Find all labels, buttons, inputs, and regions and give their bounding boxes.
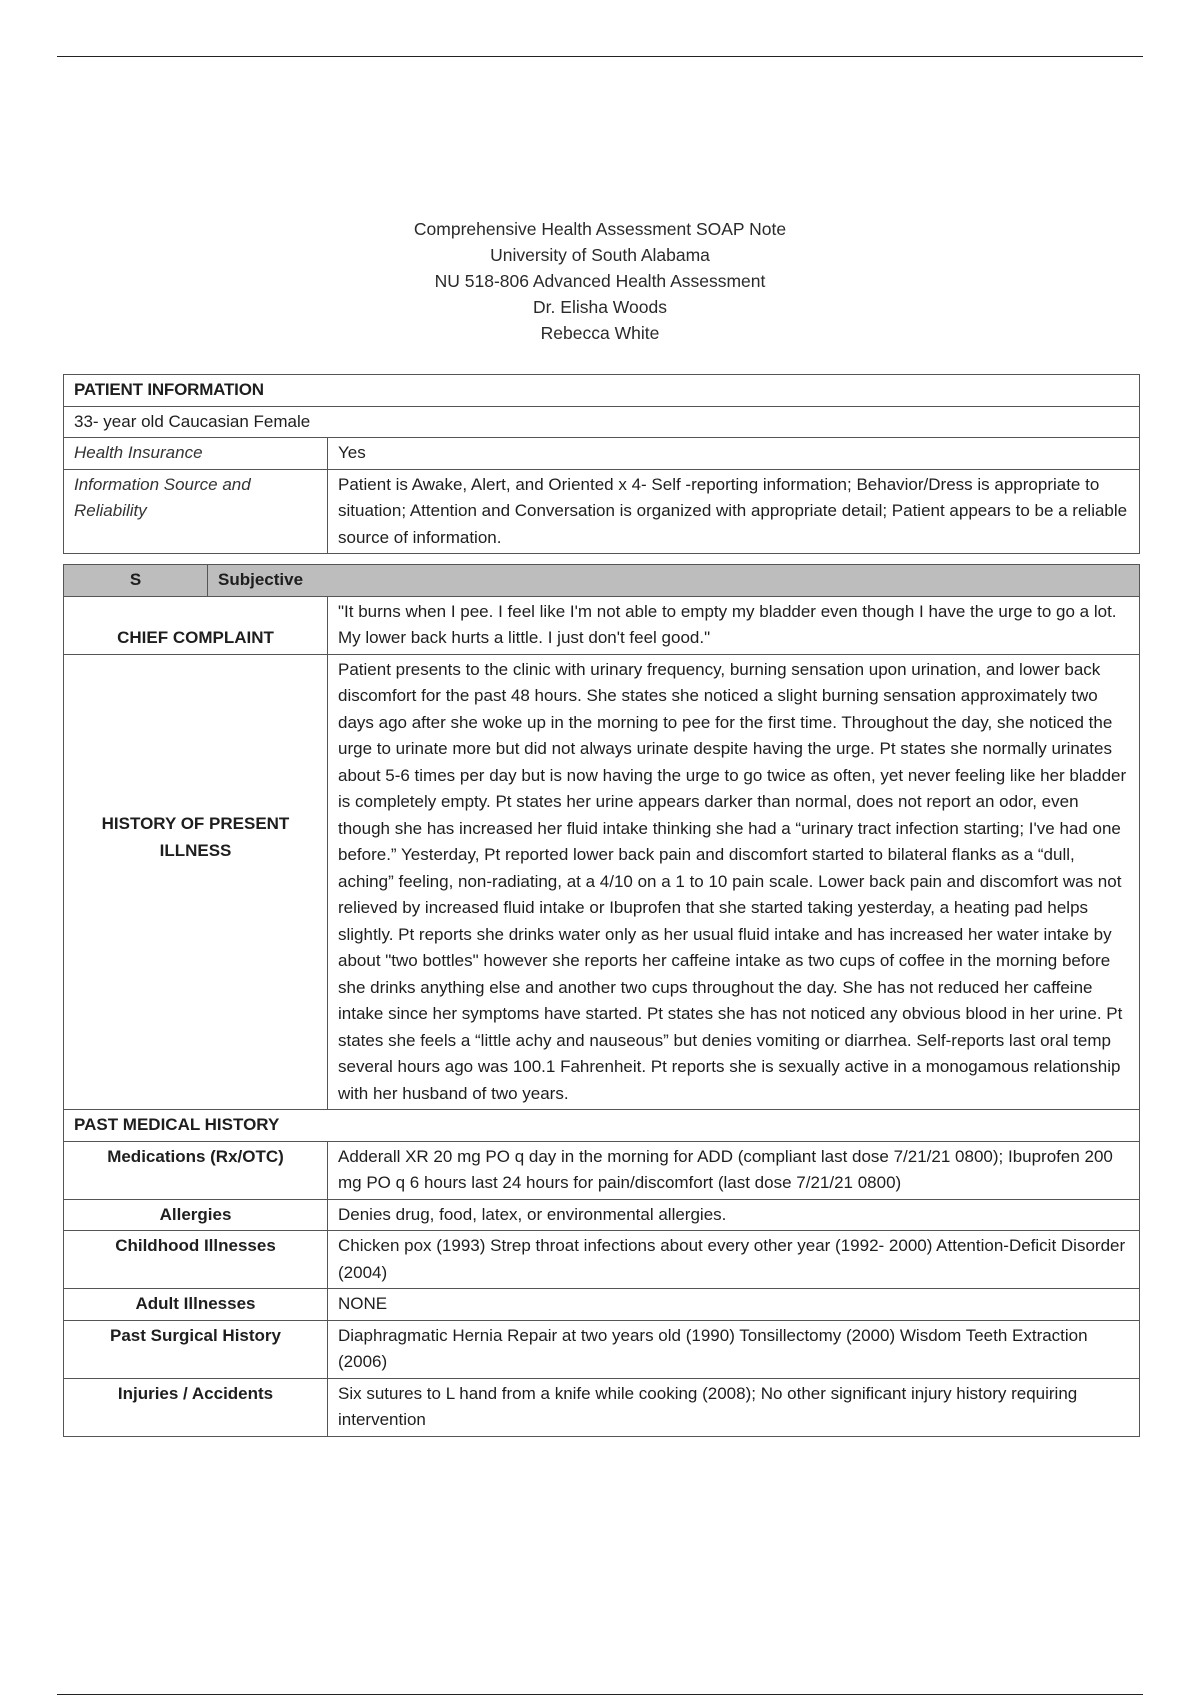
information-source-value: Patient is Awake, Alert, and Oriented x 4- Self -reporting information; Behavior/Dress is appropriate to situation; Attention and Conversation is organized with appropriate detail; Patient appears to be a reliable source of information. xyxy=(328,469,1140,554)
health-insurance-value: Yes xyxy=(328,438,1140,470)
pmh-row xyxy=(64,1231,1140,1289)
allergies-label: Allergies xyxy=(64,1199,328,1231)
surgical-history-value: Diaphragmatic Hernia Repair at two years old (1990) Tonsillectomy (2000) Wisdom Teeth Extraction (2006) xyxy=(328,1320,1140,1378)
past-medical-history-heading: PAST MEDICAL HISTORY xyxy=(64,1110,1140,1142)
adult-illnesses-value: NONE xyxy=(328,1289,1140,1321)
patient-information-table xyxy=(63,374,1140,554)
chief-complaint-label: CHIEF COMPLAINT xyxy=(64,596,328,654)
university-name: University of South Alabama xyxy=(490,245,710,265)
medications-label: Medications (Rx/OTC) xyxy=(64,1141,328,1199)
subjective-letter: S xyxy=(64,565,208,597)
document-header xyxy=(0,216,1200,346)
pmh-row xyxy=(64,1289,1140,1321)
adult-illnesses-label: Adult Illnesses xyxy=(64,1289,328,1321)
subjective-title: Subjective xyxy=(208,565,1140,597)
injuries-label: Injuries / Accidents xyxy=(64,1378,328,1436)
allergies-value: Denies drug, food, latex, or environmental allergies. xyxy=(328,1199,1140,1231)
document-title: Comprehensive Health Assessment SOAP Note xyxy=(413,219,787,239)
subjective-table xyxy=(63,564,1140,1437)
top-rule xyxy=(57,56,1143,57)
surgical-history-label: Past Surgical History xyxy=(64,1320,328,1378)
pmh-row xyxy=(64,1199,1140,1231)
medications-value: Adderall XR 20 mg PO q day in the morning for ADD (compliant last dose 7/21/21 0800); Ibuprofen 200 mg PO q 6 hours last 24 hours for pain/discomfort (last dose 7/21/21 0800) xyxy=(328,1141,1140,1199)
injuries-value: Six sutures to L hand from a knife while cooking (2008); No other significant injury history requiring intervention xyxy=(328,1378,1140,1436)
chief-complaint-value: "It burns when I pee. I feel like I'm not able to empty my bladder even though I have the urge to go a lot. My lower back hurts a little. I just don't feel good." xyxy=(328,596,1140,654)
childhood-illnesses-label: Childhood Illnesses xyxy=(64,1231,328,1289)
bottom-rule xyxy=(57,1694,1143,1695)
pmh-row xyxy=(64,1378,1140,1436)
hpi-value: Patient presents to the clinic with urinary frequency, burning sensation upon urination, and lower back discomfort for the past 48 hours. She states she noticed a slight burning sensation approximately two days ago after she woke up in the morning to pee for the first time. Throughout the day, she noticed the urge to urinate more but did not always urinate despite having the urge. Pt states she normally urinates about 5-6 times per day but is now having the urge to go twice as often, yet never feeling like her bladder is completely empty. Pt states her urine appears darker than normal, does not report an odor, even though she has increased her fluid intake thinking she had a “urinary tract infection starting; I've had one before.” Yesterday, Pt reported lower back pain and discomfort started to bilateral flanks as a “dull, aching” feeling, non-radiating, at a 4/10 on a 1 to 10 pain scale. Lower back pain and discomfort was not relieved by increased fluid intake or Ibuprofen that she started taking yesterday, a heating pad helps slightly. Pt reports she drinks water only as her usual fluid intake and has increased her water intake by about "two bottles" however she reports her caffeine intake as two cups of coffee in the morning before she drinks anything else and another two cups throughout the day. She has not reduced her caffeine intake since her symptoms have started. Pt states she has not noticed any obvious blood in her urine. Pt states she feels a “little achy and nauseous” but denies vomiting or diarrhea. Self-reports last oral temp several hours ago was 100.1 Fahrenheit. Pt reports she is sexually active in a monogamous relationship with her husband of two years. xyxy=(328,654,1140,1110)
pmh-row xyxy=(64,1141,1140,1199)
course-name: NU 518-806 Advanced Health Assessment xyxy=(434,271,766,291)
author-name: Rebecca White xyxy=(540,323,660,343)
instructor-name: Dr. Elisha Woods xyxy=(533,297,667,317)
subjective-band xyxy=(64,565,1140,597)
pmh-row xyxy=(64,1320,1140,1378)
information-source-label: Information Source and Reliability xyxy=(64,469,328,554)
patient-demographics: 33- year old Caucasian Female xyxy=(64,406,1140,438)
patient-information-heading: PATIENT INFORMATION xyxy=(64,375,1140,407)
hpi-label: HISTORY OF PRESENT ILLNESS xyxy=(64,654,328,1110)
health-insurance-label: Health Insurance xyxy=(64,438,328,470)
childhood-illnesses-value: Chicken pox (1993) Strep throat infections about every other year (1992- 2000) Attention-Deficit Disorder (2004) xyxy=(328,1231,1140,1289)
